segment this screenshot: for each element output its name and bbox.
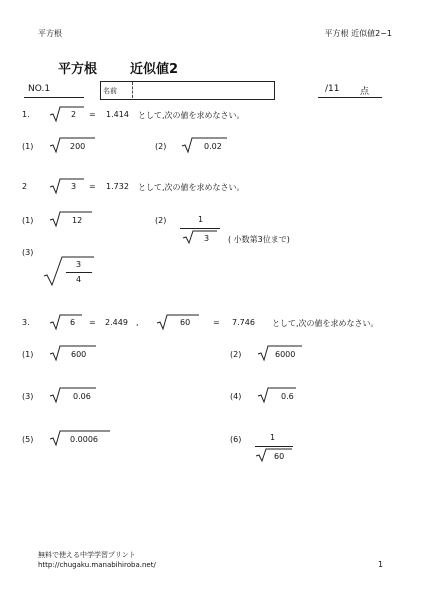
q2-item1-label: (1) [22, 216, 34, 225]
q2-item1-sqrt-icon [50, 211, 92, 227]
q1-item1-label: (1) [22, 142, 34, 151]
q2-number: 2 [22, 182, 28, 191]
q3-item4-label: (4) [230, 392, 242, 401]
name-divider [132, 82, 133, 98]
q3-item2-label: (2) [230, 350, 242, 359]
q3-item6-radicand: 60 [274, 452, 285, 461]
q3-value-a: 2.449 [105, 318, 128, 327]
q1-radicand: 2 [71, 110, 77, 119]
score-underline [318, 97, 382, 98]
score-unit: 点 [360, 87, 370, 97]
footer-site-name: 無料で使える中学学習プリント [38, 551, 136, 559]
q1-item1-radicand: 200 [70, 142, 86, 151]
name-field[interactable] [100, 81, 275, 100]
q2-item3-sqrt-icon [44, 256, 96, 286]
q2-item2-numerator: 1 [198, 215, 204, 224]
q1-item2-radicand: 0.02 [204, 142, 222, 151]
q3-comma: , [136, 318, 139, 327]
header-left: 平方根 [38, 29, 62, 38]
q1-number: 1. [22, 110, 30, 119]
q2-item1-radicand: 12 [72, 216, 83, 225]
q3-item1-label: (1) [22, 350, 34, 359]
q3-item6-fraction-bar [255, 446, 293, 447]
q2-item3-numerator: 3 [76, 260, 82, 269]
q3-equals-b: = [213, 318, 220, 327]
q2-item3-fraction-bar [66, 272, 92, 273]
q3-item2-radicand: 6000 [275, 350, 296, 359]
q2-item2-label: (2) [155, 216, 167, 225]
q3-item5-label: (5) [22, 435, 34, 444]
q3-instruction: として,次の値を求めなさい。 [272, 319, 379, 328]
q2-item3-label: (3) [22, 248, 34, 257]
page-number: 1 [378, 560, 384, 569]
footer-url[interactable]: http://chugaku.manabihiroba.net/ [38, 561, 156, 569]
q2-item3-denominator: 4 [76, 275, 82, 284]
q2-equals: = [89, 182, 96, 191]
q2-item2-fraction-bar [180, 228, 220, 229]
q2-value: 1.732 [106, 182, 129, 191]
q3-radicand-a: 6 [70, 318, 76, 327]
name-label: 名前 [103, 87, 117, 95]
q3-equals-a: = [89, 318, 96, 327]
sheet-number: NO.1 [28, 84, 51, 94]
q3-radicand-b: 60 [180, 318, 191, 327]
page-title: 平方根 [58, 62, 98, 77]
q3-sqrt-a-icon [50, 314, 82, 330]
q3-item6-numerator: 1 [270, 433, 276, 442]
q2-item2-sqrt-icon [183, 230, 217, 244]
q1-instruction: として,次の値を求めなさい。 [138, 111, 245, 120]
q2-instruction: として,次の値を求めなさい。 [138, 183, 245, 192]
q3-item1-radicand: 600 [71, 350, 87, 359]
q2-item2-radicand: 3 [204, 234, 210, 243]
q3-number: 3. [22, 318, 30, 327]
q2-radicand: 3 [71, 182, 77, 191]
q1-equals: = [89, 110, 96, 119]
q1-item2-label: (2) [155, 142, 167, 151]
q3-item3-radicand: 0.06 [73, 392, 91, 401]
q1-value: 1.414 [106, 110, 129, 119]
page-subtitle: 近似値2 [130, 62, 179, 77]
q3-item5-radicand: 0.0006 [70, 435, 98, 444]
q3-item3-label: (3) [22, 392, 34, 401]
q1-sqrt-icon [50, 106, 84, 122]
q2-item2-note: ( 小数第3位まで) [228, 235, 290, 244]
q2-sqrt-icon [50, 178, 84, 194]
q3-item4-radicand: 0.6 [281, 392, 294, 401]
q3-item6-label: (6) [230, 435, 242, 444]
header-right: 平方根 近似値2−1 [324, 29, 392, 38]
q3-value-b: 7.746 [232, 318, 255, 327]
score-total: /11 [325, 84, 340, 94]
q3-sqrt-b-icon [157, 314, 199, 330]
number-underline [24, 97, 84, 98]
